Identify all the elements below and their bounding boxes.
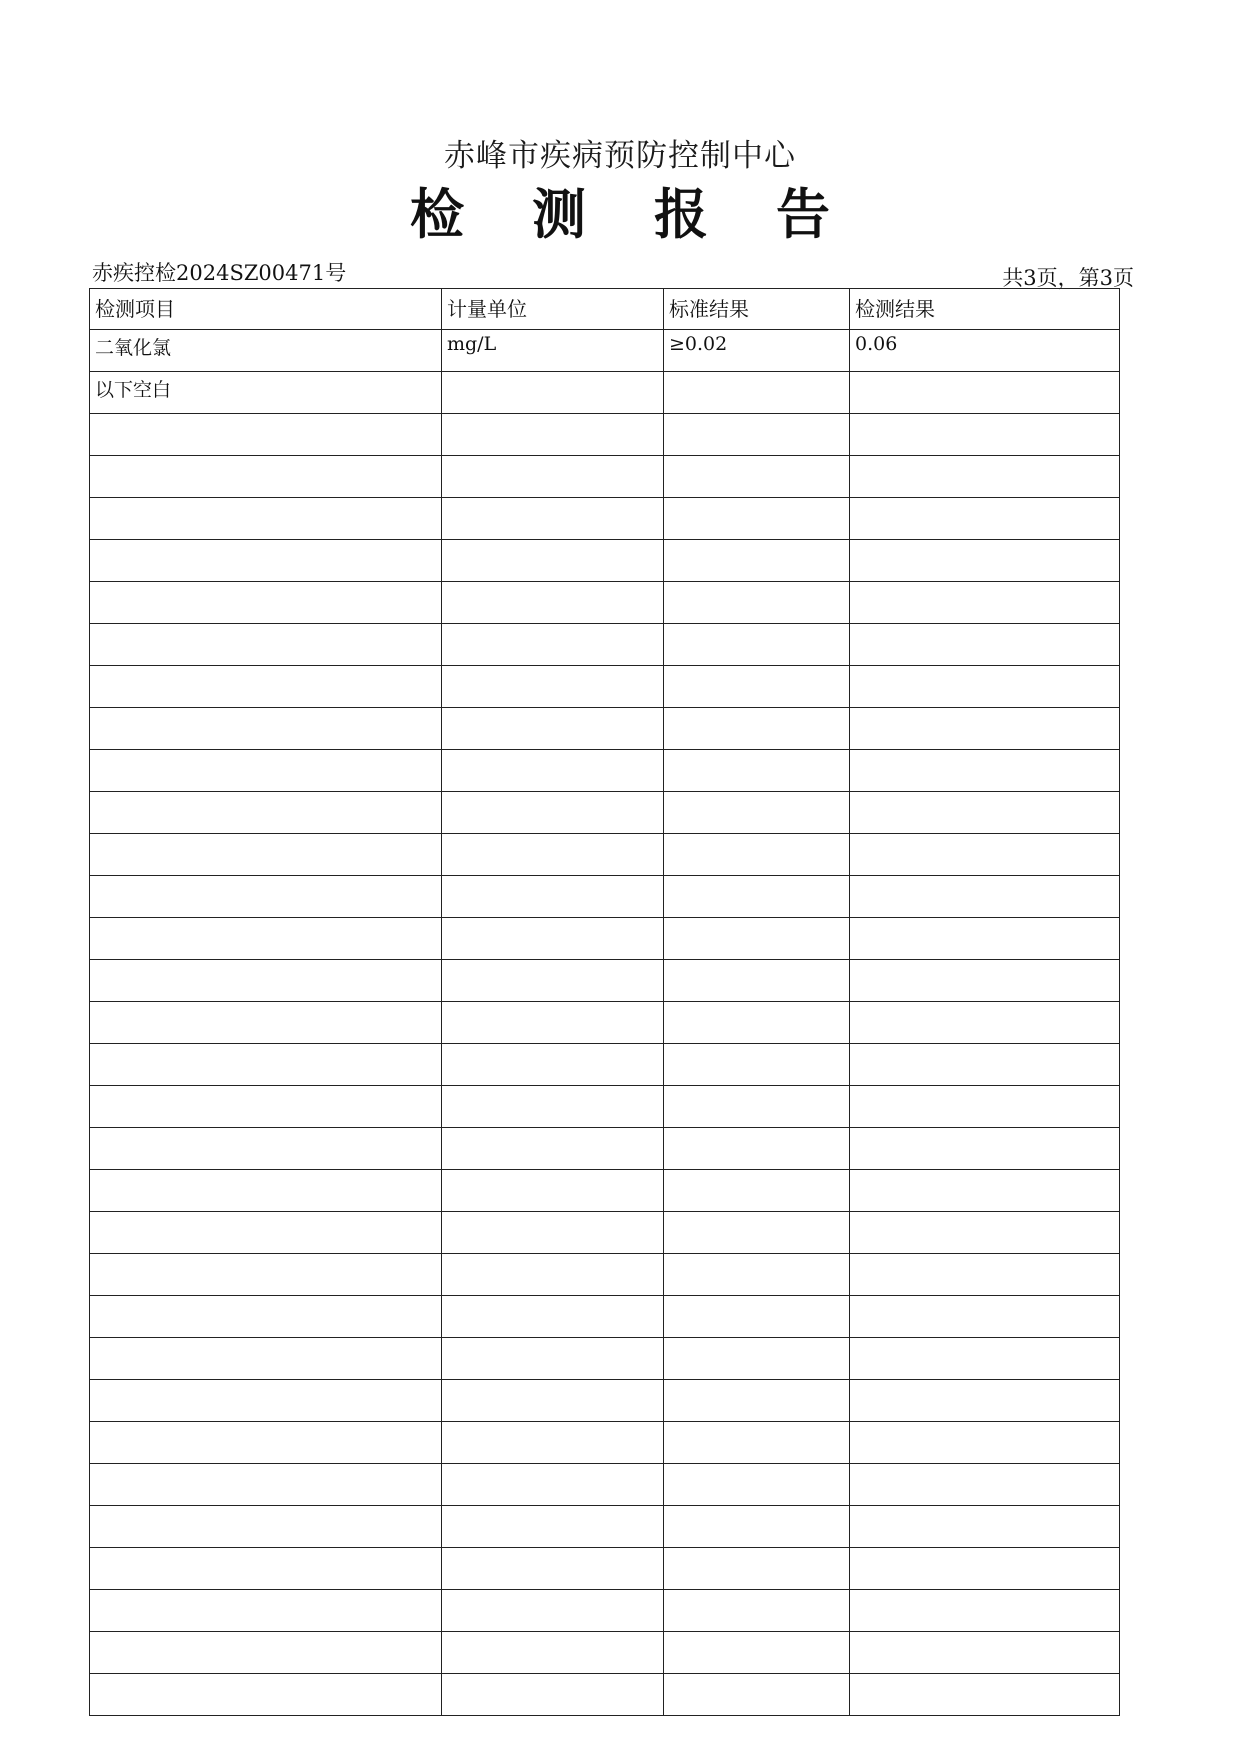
empty-cell <box>90 1086 442 1128</box>
empty-cell <box>850 582 1120 624</box>
empty-cell <box>850 1632 1120 1674</box>
empty-row <box>90 876 1120 918</box>
cell-item: 二氧化氯 <box>90 330 442 372</box>
column-header-unit: 计量单位 <box>442 289 664 330</box>
empty-cell <box>90 1674 442 1716</box>
empty-cell <box>664 624 850 666</box>
empty-row <box>90 1128 1120 1170</box>
empty-cell <box>850 1464 1120 1506</box>
empty-cell <box>664 1002 850 1044</box>
empty-cell <box>664 1338 850 1380</box>
empty-cell <box>90 1506 442 1548</box>
empty-row <box>90 1296 1120 1338</box>
empty-cell <box>90 666 442 708</box>
empty-cell <box>664 414 850 456</box>
empty-cell <box>442 1170 664 1212</box>
empty-cell <box>90 1296 442 1338</box>
document-title <box>410 172 830 249</box>
empty-cell <box>664 1380 850 1422</box>
cell-result <box>850 372 1120 414</box>
empty-cell <box>664 498 850 540</box>
cell-item: 以下空白 <box>90 372 442 414</box>
results-table <box>89 288 1120 1716</box>
empty-cell <box>442 708 664 750</box>
empty-cell <box>90 918 442 960</box>
empty-row <box>90 1464 1120 1506</box>
cell-unit: mg/L <box>442 330 664 372</box>
empty-cell <box>664 1170 850 1212</box>
empty-cell <box>850 1086 1120 1128</box>
empty-cell <box>664 1548 850 1590</box>
table-row <box>90 330 1120 372</box>
table-row <box>90 372 1120 414</box>
empty-cell <box>442 1296 664 1338</box>
empty-row <box>90 1422 1120 1464</box>
title-char: 检 <box>410 182 464 246</box>
empty-cell <box>442 876 664 918</box>
empty-cell <box>442 1254 664 1296</box>
empty-cell <box>90 498 442 540</box>
empty-cell <box>442 1086 664 1128</box>
empty-row <box>90 1338 1120 1380</box>
empty-row <box>90 792 1120 834</box>
empty-cell <box>90 582 442 624</box>
empty-cell <box>850 1422 1120 1464</box>
empty-cell <box>850 876 1120 918</box>
empty-cell <box>850 1380 1120 1422</box>
empty-row <box>90 834 1120 876</box>
empty-cell <box>90 414 442 456</box>
empty-cell <box>442 960 664 1002</box>
empty-cell <box>90 1632 442 1674</box>
empty-cell <box>442 1464 664 1506</box>
empty-row <box>90 1044 1120 1086</box>
empty-row <box>90 1002 1120 1044</box>
empty-cell <box>442 414 664 456</box>
empty-cell <box>90 1002 442 1044</box>
empty-cell <box>90 834 442 876</box>
empty-cell <box>850 1674 1120 1716</box>
empty-cell <box>664 750 850 792</box>
empty-cell <box>90 1254 442 1296</box>
empty-row <box>90 624 1120 666</box>
empty-cell <box>442 624 664 666</box>
empty-cell <box>442 498 664 540</box>
empty-cell <box>664 1464 850 1506</box>
empty-row <box>90 1212 1120 1254</box>
empty-cell <box>850 1002 1120 1044</box>
empty-cell <box>664 540 850 582</box>
empty-cell <box>90 1044 442 1086</box>
column-header-item: 检测项目 <box>90 289 442 330</box>
column-header-standard: 标准结果 <box>664 289 850 330</box>
empty-cell <box>442 1212 664 1254</box>
empty-cell <box>664 834 850 876</box>
empty-cell <box>850 1548 1120 1590</box>
empty-cell <box>850 792 1120 834</box>
empty-cell <box>90 1590 442 1632</box>
empty-cell <box>90 1422 442 1464</box>
empty-cell <box>664 1422 850 1464</box>
empty-cell <box>850 834 1120 876</box>
empty-cell <box>850 624 1120 666</box>
empty-cell <box>90 1338 442 1380</box>
empty-cell <box>664 960 850 1002</box>
empty-cell <box>850 666 1120 708</box>
empty-row <box>90 960 1120 1002</box>
empty-cell <box>442 1422 664 1464</box>
empty-cell <box>90 1380 442 1422</box>
empty-cell <box>442 750 664 792</box>
empty-row <box>90 1548 1120 1590</box>
table-header-row <box>90 289 1120 330</box>
empty-cell <box>442 540 664 582</box>
empty-cell <box>664 1044 850 1086</box>
empty-cell <box>664 1296 850 1338</box>
empty-cell <box>850 750 1120 792</box>
empty-cell <box>90 708 442 750</box>
empty-cell <box>850 1254 1120 1296</box>
title-char: 告 <box>776 182 830 246</box>
empty-cell <box>90 1212 442 1254</box>
cell-standard: ≥0.02 <box>664 330 850 372</box>
empty-row <box>90 498 1120 540</box>
empty-row <box>90 1254 1120 1296</box>
empty-row <box>90 1380 1120 1422</box>
empty-cell <box>664 456 850 498</box>
empty-cell <box>664 1674 850 1716</box>
empty-cell <box>90 540 442 582</box>
empty-row <box>90 1086 1120 1128</box>
empty-cell <box>850 1590 1120 1632</box>
empty-cell <box>442 1044 664 1086</box>
empty-cell <box>850 1338 1120 1380</box>
empty-cell <box>442 792 664 834</box>
empty-cell <box>664 1632 850 1674</box>
empty-cell <box>850 1170 1120 1212</box>
empty-row <box>90 1632 1120 1674</box>
report-number: 赤疾控检2024SZ00471号 <box>92 261 347 285</box>
empty-cell <box>442 1380 664 1422</box>
empty-cell <box>850 918 1120 960</box>
empty-cell <box>664 1128 850 1170</box>
empty-row <box>90 1506 1120 1548</box>
empty-row <box>90 1590 1120 1632</box>
empty-cell <box>850 414 1120 456</box>
empty-row <box>90 1674 1120 1716</box>
empty-cell <box>442 1548 664 1590</box>
empty-row <box>90 918 1120 960</box>
cell-result: 0.06 <box>850 330 1120 372</box>
organization-name: 赤峰市疾病预防控制中心 <box>444 138 796 174</box>
empty-cell <box>442 918 664 960</box>
empty-cell <box>850 498 1120 540</box>
empty-row <box>90 666 1120 708</box>
empty-cell <box>664 876 850 918</box>
empty-cell <box>664 708 850 750</box>
empty-cell <box>664 1086 850 1128</box>
empty-cell <box>90 960 442 1002</box>
empty-cell <box>90 876 442 918</box>
empty-cell <box>664 1212 850 1254</box>
empty-cell <box>664 1506 850 1548</box>
empty-row <box>90 456 1120 498</box>
page-info: 共3页，第3页 <box>1002 266 1134 290</box>
empty-cell <box>90 624 442 666</box>
empty-row <box>90 582 1120 624</box>
empty-cell <box>442 1632 664 1674</box>
cell-unit <box>442 372 664 414</box>
empty-cell <box>90 792 442 834</box>
empty-row <box>90 708 1120 750</box>
title-char: 测 <box>532 182 586 246</box>
empty-cell <box>664 582 850 624</box>
empty-cell <box>442 582 664 624</box>
empty-cell <box>442 1506 664 1548</box>
empty-cell <box>664 918 850 960</box>
empty-cell <box>90 1170 442 1212</box>
empty-cell <box>664 1254 850 1296</box>
empty-cell <box>442 834 664 876</box>
empty-cell <box>664 792 850 834</box>
empty-row <box>90 1170 1120 1212</box>
empty-cell <box>442 1338 664 1380</box>
empty-cell <box>664 666 850 708</box>
empty-cell <box>850 1212 1120 1254</box>
empty-cell <box>442 1590 664 1632</box>
empty-cell <box>850 1296 1120 1338</box>
empty-cell <box>90 1548 442 1590</box>
empty-row <box>90 414 1120 456</box>
empty-cell <box>90 456 442 498</box>
empty-cell <box>664 1590 850 1632</box>
empty-cell <box>850 456 1120 498</box>
empty-cell <box>442 1674 664 1716</box>
empty-cell <box>850 1506 1120 1548</box>
empty-row <box>90 540 1120 582</box>
empty-cell <box>442 456 664 498</box>
empty-cell <box>850 960 1120 1002</box>
empty-cell <box>850 708 1120 750</box>
empty-row <box>90 750 1120 792</box>
empty-cell <box>90 1464 442 1506</box>
empty-cell <box>850 540 1120 582</box>
empty-cell <box>90 750 442 792</box>
empty-cell <box>850 1044 1120 1086</box>
cell-standard <box>664 372 850 414</box>
column-header-result: 检测结果 <box>850 289 1120 330</box>
empty-cell <box>850 1128 1120 1170</box>
empty-cell <box>442 1128 664 1170</box>
empty-cell <box>442 666 664 708</box>
empty-cell <box>442 1002 664 1044</box>
title-char: 报 <box>654 182 708 246</box>
empty-cell <box>90 1128 442 1170</box>
